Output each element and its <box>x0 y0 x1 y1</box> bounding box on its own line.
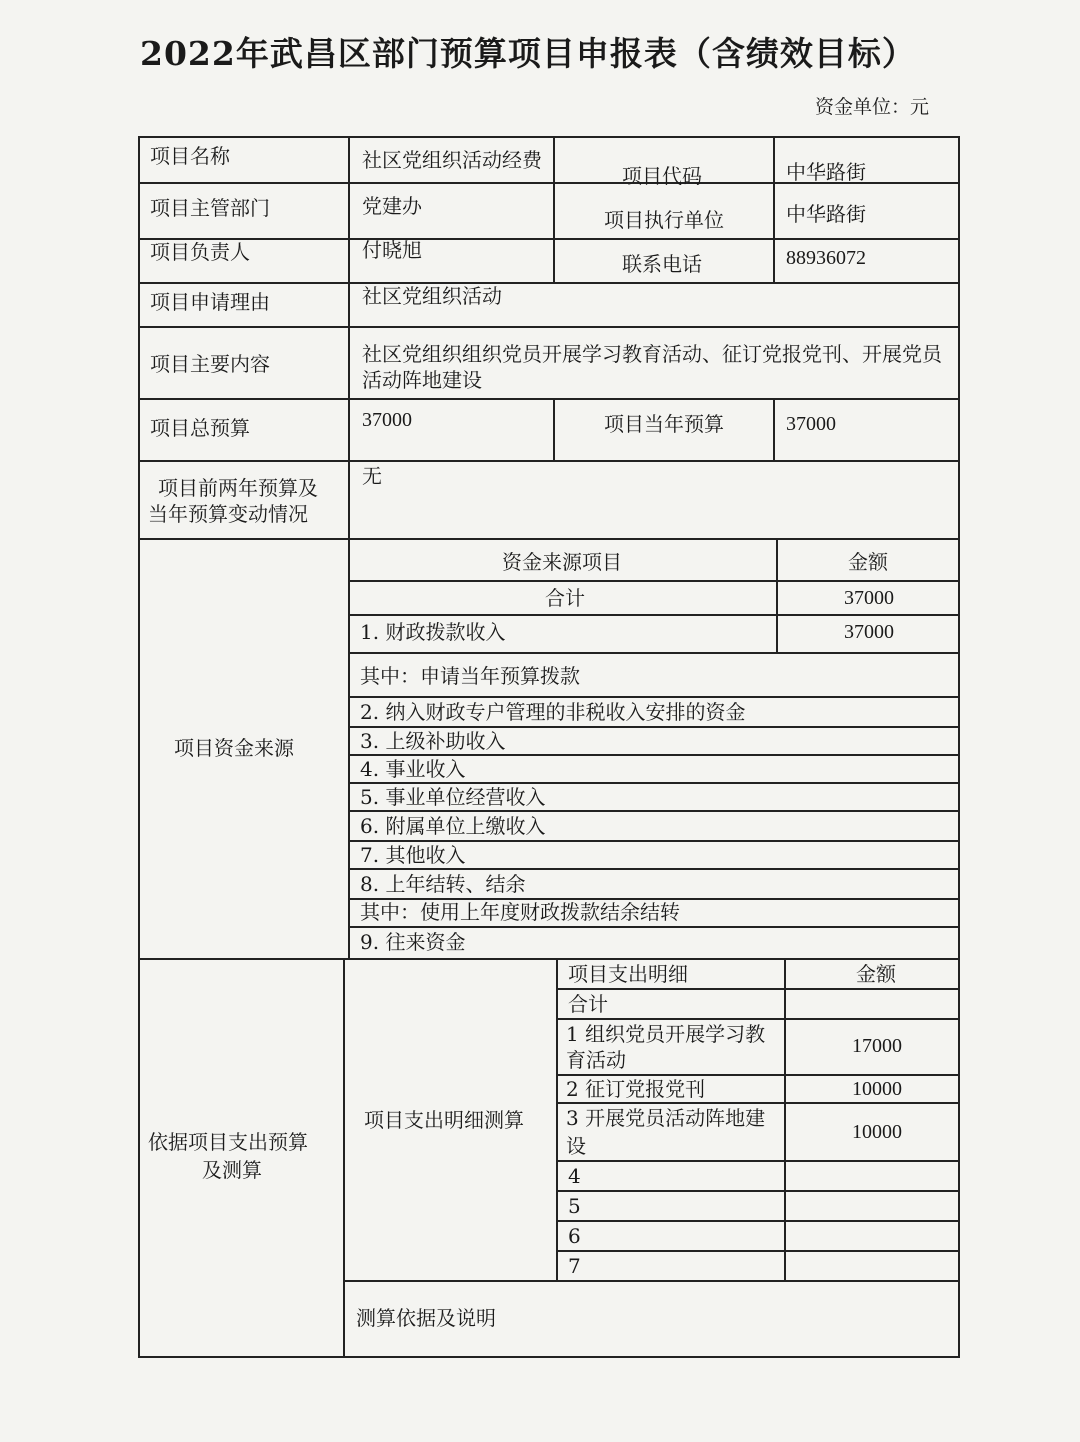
total-budget-label: 项目总预算 <box>150 416 250 440</box>
dept-label: 项目主管部门 <box>150 196 270 220</box>
funding-row-item: 合计 <box>545 586 585 610</box>
funding-section-label: 项目资金来源 <box>174 736 294 760</box>
funding-col-item: 资金来源项目 <box>502 550 622 574</box>
prev-budget-label-line2: 当年预算变动情况 <box>148 502 308 526</box>
funding-row-item: 8. 上年结转、结余 <box>360 872 526 896</box>
expense-section-label-line1: 依据项目支出预算 <box>148 1130 308 1154</box>
project-code-label: 项目代码 <box>622 164 702 188</box>
funding-row-item: 3. 上级补助收入 <box>360 729 506 753</box>
expense-row-line1: 6 <box>568 1224 581 1248</box>
expense-row-amount: 10000 <box>852 1121 902 1143</box>
leader-value: 付晓旭 <box>362 238 422 262</box>
expense-row-line1: 2 征订党报党刊 <box>566 1077 706 1101</box>
funding-row-item: 9. 往来资金 <box>360 930 466 954</box>
expense-detail-label: 项目支出明细测算 <box>364 1108 524 1132</box>
phone-value: 88936072 <box>786 247 866 269</box>
exec-unit-label: 项目执行单位 <box>604 208 724 232</box>
reason-value: 社区党组织活动 <box>362 284 502 308</box>
expense-total-label: 合计 <box>568 992 608 1016</box>
funding-row-item: 7. 其他收入 <box>360 843 466 867</box>
expense-row-line1: 5 <box>568 1194 581 1218</box>
expense-row-line1: 1 组织党员开展学习教 <box>566 1022 766 1046</box>
dept-value: 党建办 <box>362 194 422 218</box>
reason-label: 项目申请理由 <box>150 290 270 314</box>
prev-budget-value: 无 <box>362 464 382 488</box>
prev-budget-label-line1: 项目前两年预算及 <box>158 476 318 500</box>
expense-row-line1: 7 <box>568 1254 581 1278</box>
funding-row-item: 其中：使用上年度财政拨款结余结转 <box>360 900 680 924</box>
content-value-line1: 社区党组织组织党员开展学习教育活动、征订党报党刊、开展党员 <box>362 342 942 366</box>
funding-row-item: 5. 事业单位经营收入 <box>360 785 546 809</box>
year-budget-label: 项目当年预算 <box>604 412 724 436</box>
expense-row-line2: 设 <box>566 1134 586 1158</box>
exec-unit-value: 中华路街 <box>786 202 866 226</box>
expense-row-amount: 10000 <box>852 1078 902 1100</box>
phone-label: 联系电话 <box>622 252 702 276</box>
expense-section-label-line2: 及测算 <box>202 1158 262 1182</box>
project-name-value: 社区党组织活动经费 <box>362 148 542 172</box>
funding-row-item: 2. 纳入财政专户管理的非税收入安排的资金 <box>360 700 746 724</box>
funding-row-item: 其中：申请当年预算拨款 <box>360 664 580 688</box>
expense-row-amount: 17000 <box>852 1035 902 1057</box>
expense-row-line1: 3 开展党员活动阵地建 <box>566 1106 766 1130</box>
project-name-label: 项目名称 <box>150 144 230 168</box>
currency-unit: 资金单位：元 <box>815 96 930 118</box>
total-budget-value: 37000 <box>362 409 412 431</box>
expense-col-item: 项目支出明细 <box>568 962 688 986</box>
expense-col-amount: 金额 <box>856 962 896 986</box>
funding-row-amount: 37000 <box>844 587 894 609</box>
expense-row-line2: 育活动 <box>566 1048 626 1072</box>
year-budget-value: 37000 <box>786 413 836 435</box>
funding-row-item: 6. 附属单位上缴收入 <box>360 814 546 838</box>
funding-col-amount: 金额 <box>848 550 888 574</box>
funding-row-item: 1. 财政拨款收入 <box>360 620 506 644</box>
page-title: 2022年武昌区部门预算项目申报表（含绩效目标） <box>140 34 916 73</box>
expense-row-line1: 4 <box>568 1164 581 1188</box>
leader-label: 项目负责人 <box>150 240 250 264</box>
content-value-line2: 活动阵地建设 <box>362 368 482 392</box>
content-label: 项目主要内容 <box>150 352 270 376</box>
funding-row-amount: 37000 <box>844 621 894 643</box>
funding-row-item: 4. 事业收入 <box>360 757 466 781</box>
project-code-value: 中华路街 <box>786 160 866 184</box>
basis-label: 测算依据及说明 <box>356 1306 496 1330</box>
